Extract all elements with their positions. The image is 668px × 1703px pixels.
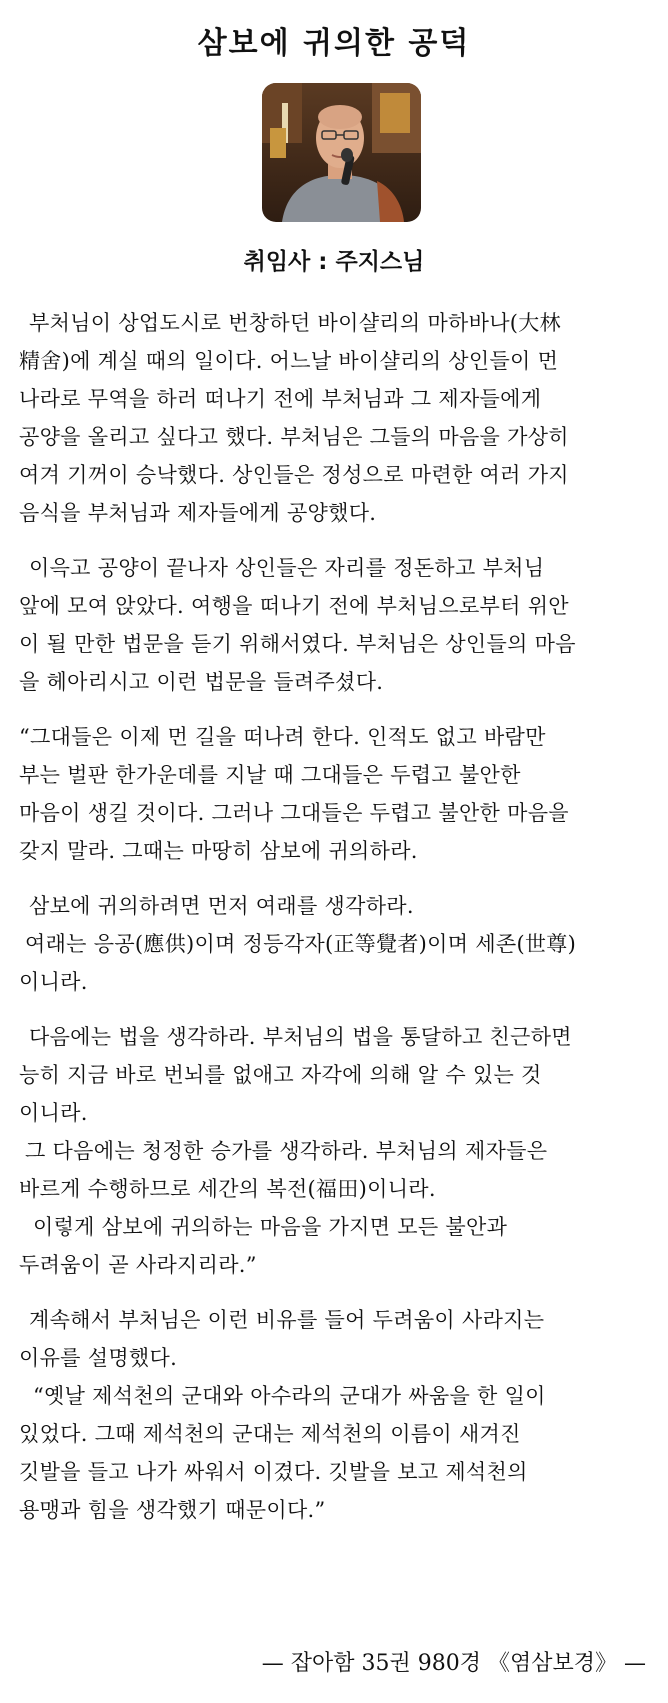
text-line: 음식을 부처님과 제자들에게 공양했다. — [19, 501, 377, 525]
text-line: 을 헤아리시고 이런 법문을 들려주셨다. — [19, 670, 384, 694]
text-line: 다음에는 법을 생각하라. 부처님의 법을 통달하고 친근하면 — [29, 1025, 572, 1049]
article-body — [19, 304, 651, 1546]
text-line: 능히 지금 바로 번뇌를 없애고 자각에 의해 알 수 있는 것 — [19, 1063, 542, 1087]
paragraph — [19, 549, 651, 701]
paragraph — [19, 304, 651, 532]
text-line: 이니라. — [19, 1101, 88, 1125]
paragraph — [19, 887, 651, 1001]
text-line: 용맹과 힘을 생각했기 때문이다.” — [19, 1498, 326, 1522]
text-line: 계속해서 부처님은 이런 비유를 들어 두려움이 사라지는 — [29, 1308, 545, 1332]
paragraph — [19, 1018, 651, 1284]
text-line: 이윽고 공양이 끝나자 상인들은 자리를 정돈하고 부처님 — [29, 556, 545, 580]
text-line: 부는 벌판 한가운데를 지날 때 그대들은 두렵고 불안한 — [19, 763, 521, 787]
source-citation: — 잡아함 35권 980경 《염삼보경》 — — [261, 1651, 646, 1676]
text-line: 마음이 생길 것이다. 그러나 그대들은 두렵고 불안한 마음을 — [19, 801, 569, 825]
text-line: “옛날 제석천의 군대와 아수라의 군대가 싸움을 한 일이 — [33, 1384, 546, 1408]
text-line: 공양을 올리고 싶다고 했다. 부처님은 그들의 마음을 가상히 — [19, 425, 569, 449]
text-line: 두려움이 곧 사라지리라.” — [19, 1253, 257, 1277]
text-line: 삼보에 귀의하려면 먼저 여래를 생각하라. — [29, 894, 414, 918]
paragraph — [19, 718, 651, 870]
text-line: 이 될 만한 법문을 듣기 위해서였다. 부처님은 상인들의 마음 — [19, 632, 576, 656]
speaker-photo — [262, 83, 421, 222]
text-line: 깃발을 들고 나가 싸워서 이겼다. 깃발을 보고 제석천의 — [19, 1460, 528, 1484]
text-line: 이니라. — [19, 970, 88, 994]
caption: 취임사 : 주지스님 — [243, 249, 425, 275]
text-line: 부처님이 상업도시로 번창하던 바이샬리의 마하바나(大林 — [29, 311, 561, 335]
text-line: 나라로 무역을 하러 떠나기 전에 부처님과 그 제자들에게 — [19, 387, 542, 411]
text-line: 精舍)에 계실 때의 일이다. 어느날 바이샬리의 상인들이 먼 — [19, 349, 559, 373]
text-line: 여겨 기꺼이 승낙했다. 상인들은 정성으로 마련한 여러 가지 — [19, 463, 569, 487]
text-line: “그대들은 이제 먼 길을 떠나려 한다. 인적도 없고 바람만 — [19, 725, 546, 749]
text-line: 있었다. 그때 제석천의 군대는 제석천의 이름이 새겨진 — [19, 1422, 521, 1446]
text-line: 이렇게 삼보에 귀의하는 마음을 가지면 모든 불안과 — [33, 1215, 508, 1239]
text-line: 바르게 수행하므로 세간의 복전(福田)이니라. — [19, 1177, 436, 1201]
page-title: 삼보에 귀의한 공덕 — [197, 26, 471, 61]
text-line: 갖지 말라. 그때는 마땅히 삼보에 귀의하라. — [19, 839, 418, 863]
paragraph — [19, 1301, 651, 1529]
text-line: 앞에 모여 앉았다. 여행을 떠나기 전에 부처님으로부터 위안 — [19, 594, 569, 618]
text-line: 그 다음에는 청정한 승가를 생각하라. 부처님의 제자들은 — [25, 1139, 548, 1163]
text-line: 이유를 설명했다. — [19, 1346, 178, 1370]
text-line: 여래는 응공(應供)이며 정등각자(正等覺者)이며 세존(世尊) — [25, 932, 577, 956]
